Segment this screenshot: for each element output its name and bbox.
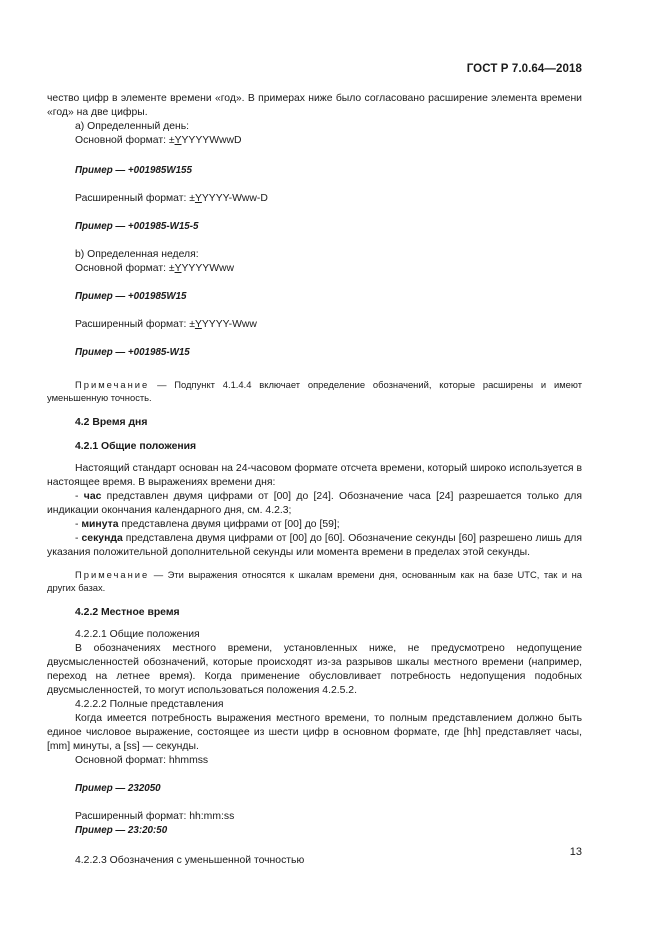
format-rest: YYYYWww <box>181 263 235 274</box>
intro-paragraph: чество цифр в элементе времени «год». В примерах ниже было согласовано расширение элемента времени «год» на две цифры. <box>47 93 582 118</box>
underlined-digit: Y <box>194 319 202 330</box>
underlined-digit: Y <box>174 135 182 146</box>
section-4-2-2-1-paragraph: В обозначениях местного времени, установленных ниже, не предусмотрено недопущение двусмысленностей обозначений, которые происходят из-за разрывов шкалы местного времени (например, переход на летнее время). Когда применение обусловливает потребность недопущения подобных двусмысленностей, то могут использоваться положения 4.2.5.2. <box>47 643 582 696</box>
underlined-digit: Y <box>194 193 202 204</box>
bullet-term: минута <box>81 519 119 530</box>
bullet-dash: - <box>75 533 82 544</box>
note-text: — Эти выражения относятся к шкалам времени дня, основанным как на базе UTC, так и на других базах. <box>47 569 582 593</box>
basic-time-format: Основной формат: hhmmss <box>75 755 209 766</box>
section-a-example-2: Пример — +001985-W15-5 <box>75 221 199 232</box>
time-example-1: Пример — 232050 <box>75 783 161 794</box>
section-b-label: b) Определенная неделя: <box>75 249 199 260</box>
format-rest: YYYY-Www-D <box>201 193 268 204</box>
section-a-example-1: Пример — +001985W155 <box>75 165 192 176</box>
bullet-hour <box>47 490 582 518</box>
bullet-text: представлена двумя цифрами от [00] до [59]; <box>118 519 340 530</box>
bullet-dash: - <box>75 491 84 502</box>
section-4-2-1-paragraph: Настоящий стандарт основан на 24-часовом формате отсчета времени, который широко используется в настоящее время. В выражениях времени дня: <box>47 463 582 488</box>
section-b-basic-format <box>47 262 582 276</box>
bullet-text: представлена двумя цифрами от [00] до [60]. Обозначение секунды [60] разрешено лишь для указания положительной дополнительной секунды или момента времени в пределах этой секунды. <box>47 533 582 558</box>
section-4-2-1-title: 4.2.1 Общие положения <box>75 441 197 452</box>
section-4-2-2-3-title: 4.2.2.3 Обозначения с уменьшенной точностью <box>75 855 305 866</box>
note-2 <box>47 568 582 594</box>
bullet-term: секунда <box>81 533 123 544</box>
bullet-dash: - <box>75 519 82 530</box>
page-body <box>47 92 582 868</box>
format-prefix: Основной формат: ± <box>75 135 175 146</box>
section-a-extended-format <box>47 192 582 206</box>
section-b-example-1: Пример — +001985W15 <box>75 291 187 302</box>
note-text: — Подпункт 4.1.4.4 включает определение обозначений, которые расширены и имеют уменьшенную точность. <box>47 379 582 403</box>
page-number: 13 <box>569 846 582 858</box>
underlined-digit: Y <box>174 263 182 274</box>
section-4-2-2-title: 4.2.2 Местное время <box>75 607 180 618</box>
section-a-basic-format <box>47 134 582 148</box>
note-label: Примечание <box>75 379 150 390</box>
format-prefix: Расширенный формат: ± <box>75 193 195 204</box>
format-prefix: Основной формат: ± <box>75 263 175 274</box>
section-4-2-2-2-paragraph: Когда имеется потребность выражения местного времени, то полным представлением должно быть единое числовое выражение, состоящее из шести цифр в основном формате, где [hh] представляет часы, [mm] минуты, а [ss] — секунды. <box>47 713 582 752</box>
bullet-second <box>47 532 582 560</box>
bullet-term: час <box>83 491 102 502</box>
section-4-2-title: 4.2 Время дня <box>75 417 148 428</box>
format-prefix: Расширенный формат: ± <box>75 319 195 330</box>
extended-time-format: Расширенный формат: hh:mm:ss <box>75 811 235 822</box>
section-b-extended-format <box>47 318 582 332</box>
note-label: Примечание <box>75 569 150 580</box>
note-1 <box>47 378 582 404</box>
format-rest: YYYY-Www <box>201 319 257 330</box>
section-a-label: а) Определенный день: <box>75 121 190 132</box>
time-example-2: Пример — 23:20:50 <box>75 825 168 836</box>
section-4-2-2-1-title: 4.2.2.1 Общие положения <box>75 629 200 640</box>
bullet-minute <box>47 518 582 532</box>
bullet-text: представлен двумя цифрами от [00] до [24]. Обозначение часа [24] разрешается только для индикации окончания календарного дня, см. 4.2.3; <box>47 491 582 516</box>
format-rest: YYYYWwwD <box>181 135 242 146</box>
section-4-2-2-2-title: 4.2.2.2 Полные представления <box>75 699 224 710</box>
document-header: ГОСТ Р 7.0.64—2018 <box>466 63 582 75</box>
section-b-example-2: Пример — +001985-W15 <box>75 347 190 358</box>
